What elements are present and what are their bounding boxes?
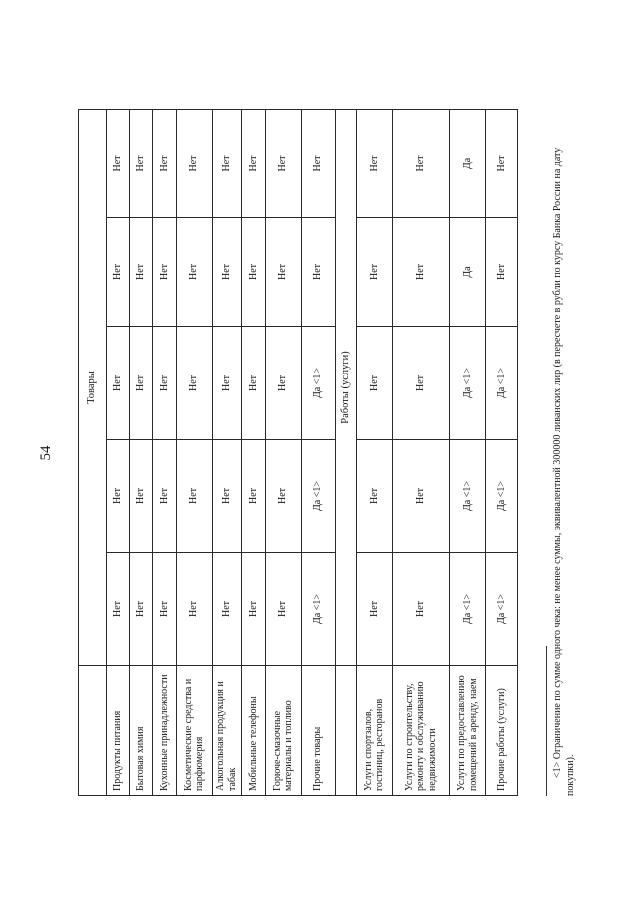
table-row <box>176 109 212 795</box>
value-cell: Да <1> <box>301 440 335 553</box>
table-row <box>265 109 301 795</box>
value-cell: Да <box>450 218 486 327</box>
value-cell: Да <1> <box>486 553 518 666</box>
value-cell: Да <1> <box>450 440 486 553</box>
value-cell: Нет <box>129 327 152 440</box>
value-cell: Нет <box>129 440 152 553</box>
section-header-row <box>79 109 107 795</box>
value-cell: Нет <box>176 327 212 440</box>
table-row <box>450 109 486 795</box>
value-cell: Нет <box>106 440 129 553</box>
value-cell: Нет <box>392 440 449 553</box>
value-cell: Да <1> <box>450 553 486 666</box>
value-cell: Нет <box>176 218 212 327</box>
category-name: Косметические средства и парфюмерия <box>176 666 212 796</box>
value-cell: Нет <box>153 327 176 440</box>
value-cell: Да <1> <box>450 327 486 440</box>
value-cell: Да <1> <box>301 327 335 440</box>
table-row <box>301 109 335 795</box>
value-cell: Нет <box>301 109 335 217</box>
value-cell: Нет <box>106 218 129 327</box>
value-cell: Да <box>450 109 486 217</box>
value-cell: Нет <box>242 440 265 553</box>
value-cell: Нет <box>356 109 392 217</box>
value-cell: Да <1> <box>301 553 335 666</box>
value-cell: Нет <box>242 218 265 327</box>
table-row <box>212 109 242 795</box>
value-cell: Нет <box>392 109 449 217</box>
table-row <box>106 109 129 795</box>
section-header-blank <box>335 666 356 796</box>
value-cell: Нет <box>212 218 242 327</box>
page-number: 54 <box>38 445 54 461</box>
footnote-rule <box>546 646 547 796</box>
section-header-blank <box>79 666 107 796</box>
value-cell: Нет <box>153 109 176 217</box>
value-cell: Нет <box>486 109 518 217</box>
value-cell: Нет <box>153 553 176 666</box>
value-cell: Нет <box>106 109 129 217</box>
value-cell: Нет <box>265 327 301 440</box>
value-cell: Нет <box>356 553 392 666</box>
value-cell: Нет <box>176 440 212 553</box>
category-name: Услуги спортзалов, гостиниц, ресторанов <box>356 666 392 796</box>
category-name: Бытовая химия <box>129 666 152 796</box>
value-cell: Да <1> <box>486 440 518 553</box>
section-title: Товары <box>79 109 107 665</box>
value-cell: Нет <box>176 109 212 217</box>
value-cell: Нет <box>242 109 265 217</box>
value-cell: Нет <box>176 553 212 666</box>
value-cell: Нет <box>106 327 129 440</box>
table-row <box>486 109 518 795</box>
value-cell: Нет <box>392 218 449 327</box>
value-cell: Нет <box>106 553 129 666</box>
value-cell: Нет <box>356 440 392 553</box>
value-cell: Нет <box>129 553 152 666</box>
value-cell: Нет <box>129 218 152 327</box>
value-cell: Нет <box>265 553 301 666</box>
table-row <box>129 109 152 795</box>
value-cell: Нет <box>265 109 301 217</box>
section-header-row <box>335 109 356 795</box>
category-name: Мобильные телефоны <box>242 666 265 796</box>
value-cell: Нет <box>242 327 265 440</box>
value-cell: Нет <box>356 327 392 440</box>
section-title: Работы (услуги) <box>335 109 356 665</box>
category-name: Алкогольная продукция и табак <box>212 666 242 796</box>
value-cell: Нет <box>153 218 176 327</box>
value-cell: Нет <box>212 327 242 440</box>
value-cell: Нет <box>486 218 518 327</box>
value-cell: Нет <box>356 218 392 327</box>
value-cell: Нет <box>265 440 301 553</box>
table-row <box>392 109 449 795</box>
tax-refund-table <box>78 109 518 796</box>
category-name: Услуги по предоставлению помещений в аренду, наем <box>450 666 486 796</box>
value-cell: Нет <box>265 218 301 327</box>
value-cell: Да <1> <box>486 327 518 440</box>
value-cell: Нет <box>212 440 242 553</box>
footnote: <1> Ограничение по сумме одного чека: не менее суммы, эквивалентной 300000 ливанских лир (в пересчете в рубли по курсу Банка России на дату покупки). <box>552 147 576 796</box>
value-cell: Нет <box>212 553 242 666</box>
category-name: Прочие товары <box>301 666 335 796</box>
value-cell: Нет <box>392 327 449 440</box>
category-name: Кухонные принадлежности <box>153 666 176 796</box>
value-cell: Нет <box>212 109 242 217</box>
value-cell: Нет <box>153 440 176 553</box>
table-row <box>242 109 265 795</box>
value-cell: Нет <box>129 109 152 217</box>
value-cell: Нет <box>301 218 335 327</box>
table-row <box>356 109 392 795</box>
value-cell: Нет <box>242 553 265 666</box>
category-name: Горюче-смазочные материалы и топливо <box>265 666 301 796</box>
category-name: Прочие работы (услуги) <box>486 666 518 796</box>
value-cell: Нет <box>392 553 449 666</box>
table-row <box>153 109 176 795</box>
category-name: Услуги по строительству, ремонту и обслуживанию недвижимости <box>392 666 449 796</box>
category-name: Продукты питания <box>106 666 129 796</box>
